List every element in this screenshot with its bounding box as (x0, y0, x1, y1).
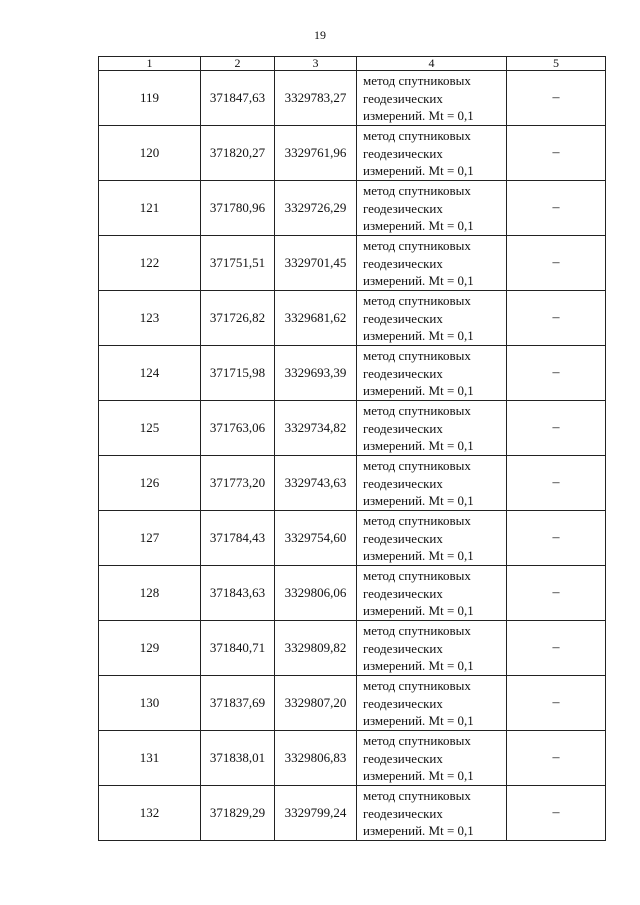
table-row (99, 181, 606, 236)
method-line-3: измерений. Mt = 0,1 (363, 328, 474, 344)
table-row (99, 731, 606, 786)
y-coordinate-cell: 3329806,83 (275, 731, 357, 786)
point-number-cell: 125 (99, 401, 201, 456)
method-line-3: измерений. Mt = 0,1 (363, 768, 474, 784)
method-line-3: измерений. Mt = 0,1 (363, 163, 474, 179)
method-cell (357, 786, 507, 841)
column-5-cell: – (507, 786, 606, 841)
column-5-cell: – (507, 181, 606, 236)
table-row (99, 566, 606, 621)
y-coordinate-cell: 3329754,60 (275, 511, 357, 566)
method-line-2: геодезических (363, 145, 443, 161)
method-line-1: метод спутниковых (363, 238, 471, 254)
point-number-cell: 127 (99, 511, 201, 566)
point-number-cell: 130 (99, 676, 201, 731)
point-number-cell: 132 (99, 786, 201, 841)
y-coordinate-cell: 3329734,82 (275, 401, 357, 456)
method-cell (357, 346, 507, 401)
column-5-cell: – (507, 676, 606, 731)
table-row (99, 126, 606, 181)
y-coordinate-cell: 3329783,27 (275, 71, 357, 126)
method-line-1: метод спутниковых (363, 513, 471, 529)
method-line-3: измерений. Mt = 0,1 (363, 493, 474, 509)
x-coordinate-cell: 371784,43 (201, 511, 275, 566)
x-coordinate-cell: 371847,63 (201, 71, 275, 126)
header-cell-1: 1 (99, 57, 201, 71)
table-header-row (99, 57, 606, 71)
method-cell (357, 731, 507, 786)
column-5-cell: – (507, 236, 606, 291)
x-coordinate-cell: 371715,98 (201, 346, 275, 401)
point-number-cell: 126 (99, 456, 201, 511)
table-row (99, 71, 606, 126)
method-cell (357, 401, 507, 456)
method-line-2: геодезических (363, 255, 443, 271)
method-cell (357, 236, 507, 291)
method-line-3: измерений. Mt = 0,1 (363, 823, 474, 839)
method-line-3: измерений. Mt = 0,1 (363, 218, 474, 234)
table-row (99, 786, 606, 841)
column-5-cell: – (507, 456, 606, 511)
method-line-1: метод спутниковых (363, 678, 471, 694)
table-row (99, 621, 606, 676)
header-cell-4: 4 (357, 57, 507, 71)
method-line-3: измерений. Mt = 0,1 (363, 273, 474, 289)
method-line-3: измерений. Mt = 0,1 (363, 438, 474, 454)
y-coordinate-cell: 3329761,96 (275, 126, 357, 181)
method-line-1: метод спутниковых (363, 568, 471, 584)
method-line-3: измерений. Mt = 0,1 (363, 383, 474, 399)
x-coordinate-cell: 371829,29 (201, 786, 275, 841)
y-coordinate-cell: 3329807,20 (275, 676, 357, 731)
column-5-cell: – (507, 511, 606, 566)
method-line-2: геодезических (363, 805, 443, 821)
point-number-cell: 128 (99, 566, 201, 621)
method-line-1: метод спутниковых (363, 293, 471, 309)
method-line-2: геодезических (363, 750, 443, 766)
x-coordinate-cell: 371837,69 (201, 676, 275, 731)
x-coordinate-cell: 371726,82 (201, 291, 275, 346)
method-cell (357, 181, 507, 236)
method-line-2: геодезических (363, 310, 443, 326)
point-number-cell: 122 (99, 236, 201, 291)
method-line-1: метод спутниковых (363, 458, 471, 474)
table-row (99, 401, 606, 456)
point-number-cell: 121 (99, 181, 201, 236)
method-line-2: геодезических (363, 695, 443, 711)
method-cell (357, 511, 507, 566)
method-line-1: метод спутниковых (363, 788, 471, 804)
table-row (99, 511, 606, 566)
method-line-1: метод спутниковых (363, 73, 471, 89)
column-5-cell: – (507, 621, 606, 676)
method-line-3: измерений. Mt = 0,1 (363, 603, 474, 619)
table-row (99, 346, 606, 401)
x-coordinate-cell: 371820,27 (201, 126, 275, 181)
method-cell (357, 676, 507, 731)
method-line-2: геодезических (363, 365, 443, 381)
method-line-2: геодезических (363, 90, 443, 106)
method-cell (357, 126, 507, 181)
point-number-cell: 124 (99, 346, 201, 401)
method-line-2: геодезических (363, 475, 443, 491)
method-line-2: геодезических (363, 640, 443, 656)
method-line-3: измерений. Mt = 0,1 (363, 108, 474, 124)
table-row (99, 291, 606, 346)
method-cell (357, 456, 507, 511)
point-number-cell: 131 (99, 731, 201, 786)
point-number-cell: 120 (99, 126, 201, 181)
method-line-1: метод спутниковых (363, 128, 471, 144)
table-row (99, 676, 606, 731)
method-cell (357, 71, 507, 126)
table-row (99, 236, 606, 291)
y-coordinate-cell: 3329809,82 (275, 621, 357, 676)
column-5-cell: – (507, 401, 606, 456)
column-5-cell: – (507, 291, 606, 346)
method-cell (357, 621, 507, 676)
method-line-3: измерений. Mt = 0,1 (363, 713, 474, 729)
method-line-2: геодезических (363, 585, 443, 601)
x-coordinate-cell: 371751,51 (201, 236, 275, 291)
method-line-1: метод спутниковых (363, 348, 471, 364)
x-coordinate-cell: 371780,96 (201, 181, 275, 236)
method-line-3: измерений. Mt = 0,1 (363, 658, 474, 674)
y-coordinate-cell: 3329681,62 (275, 291, 357, 346)
method-line-2: геодезических (363, 530, 443, 546)
method-line-1: метод спутниковых (363, 183, 471, 199)
point-number-cell: 123 (99, 291, 201, 346)
method-line-1: метод спутниковых (363, 403, 471, 419)
page-number: 19 (314, 28, 326, 42)
y-coordinate-cell: 3329743,63 (275, 456, 357, 511)
header-cell-3: 3 (275, 57, 357, 71)
method-cell (357, 291, 507, 346)
method-cell (357, 566, 507, 621)
y-coordinate-cell: 3329693,39 (275, 346, 357, 401)
x-coordinate-cell: 371840,71 (201, 621, 275, 676)
x-coordinate-cell: 371838,01 (201, 731, 275, 786)
column-5-cell: – (507, 731, 606, 786)
method-line-1: метод спутниковых (363, 623, 471, 639)
method-line-1: метод спутниковых (363, 733, 471, 749)
x-coordinate-cell: 371763,06 (201, 401, 275, 456)
column-5-cell: – (507, 126, 606, 181)
coordinates-table (98, 56, 606, 841)
y-coordinate-cell: 3329726,29 (275, 181, 357, 236)
y-coordinate-cell: 3329701,45 (275, 236, 357, 291)
column-5-cell: – (507, 71, 606, 126)
method-line-2: геодезических (363, 420, 443, 436)
y-coordinate-cell: 3329799,24 (275, 786, 357, 841)
y-coordinate-cell: 3329806,06 (275, 566, 357, 621)
column-5-cell: – (507, 566, 606, 621)
method-line-3: измерений. Mt = 0,1 (363, 548, 474, 564)
point-number-cell: 119 (99, 71, 201, 126)
x-coordinate-cell: 371843,63 (201, 566, 275, 621)
column-5-cell: – (507, 346, 606, 401)
point-number-cell: 129 (99, 621, 201, 676)
header-cell-5: 5 (507, 57, 606, 71)
table-row (99, 456, 606, 511)
method-line-2: геодезических (363, 200, 443, 216)
x-coordinate-cell: 371773,20 (201, 456, 275, 511)
header-cell-2: 2 (201, 57, 275, 71)
